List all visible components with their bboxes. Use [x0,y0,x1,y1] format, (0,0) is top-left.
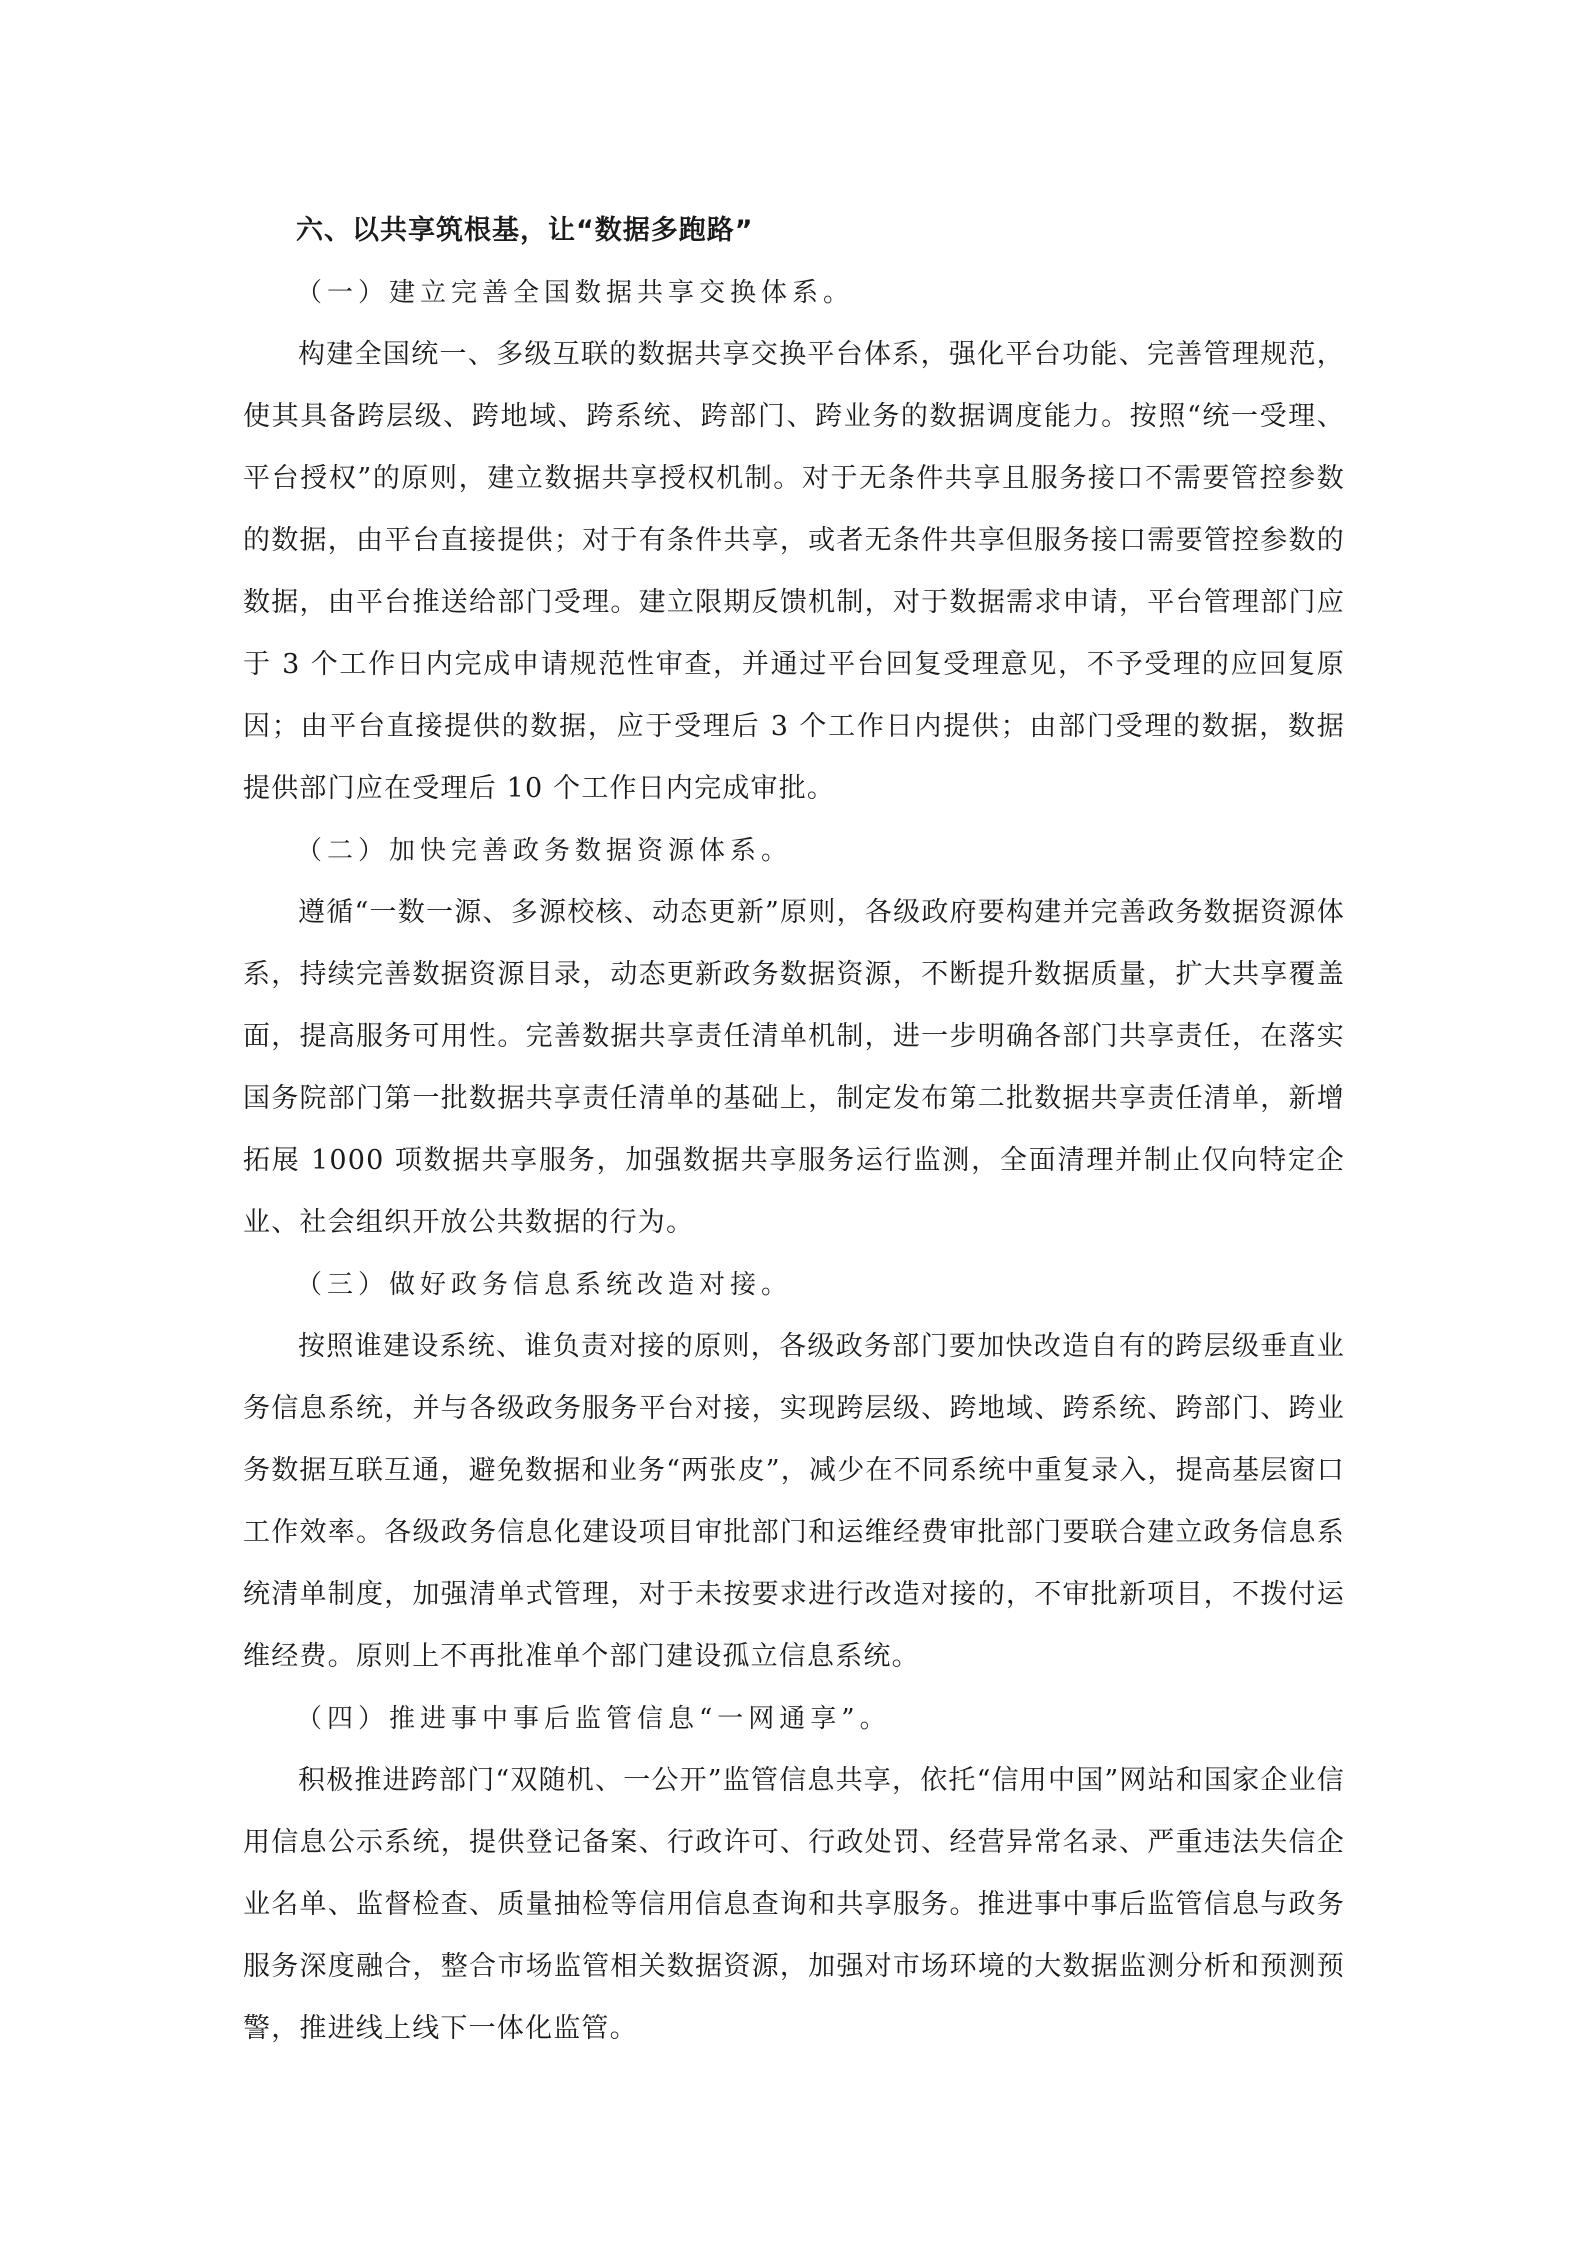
subsection-body-3: 按照谁建设系统、谁负责对接的原则，各级政务部门要加快改造自有的跨层级垂直业务信息系统，并与各级政务服务平台对接，实现跨层级、跨地域、跨系统、跨部门、跨业务数据互联互通，避免数据和业务“两张皮”，减少在不同系统中重复录入，提高基层窗口工作效率。各级政务信息化建设项目审批部门和运维经费审批部门要联合建立政务信息系统清单制度，加强清单式管理，对于未按要求进行改造对接的，不审批新项目，不拨付运维经费。原则上不再批准单个部门建设孤立信息系统。 [243,1331,1345,1672]
subsection-body-1: 构建全国统一、多级互联的数据共享交换平台体系，强化平台功能、完善管理规范，使其具备跨层级、跨地域、跨系统、跨部门、跨业务的数据调度能力。按照“统一受理、平台授权”的原则，建立数据共享授权机制。对于无条件共享且服务接口不需要管控参数的数据，由平台直接提供；对于有条件共享，或者无条件共享但服务接口需要管控参数的数据，由平台推送给部门受理。建立限期反馈机制，对于数据需求申请，平台管理部门应于 3 个工作日内完成申请规范性审查，并通过平台回复受理意见，不予受理的应回复原因；由平台直接提供的数据，应于受理后 3 个工作日内提供；由部门受理的数据，数据提供部门应在受理后 10 个工作日内完成审批。 [243,339,1345,804]
subsection-heading-3: （三）做好政务信息系统改造对接。 [296,1270,793,1300]
subsection-heading-2: （二）加快完善政务数据资源体系。 [296,836,793,866]
subsection-heading-4: （四）推进事中事后监管信息“一网通享”。 [296,1704,891,1734]
subsection-body-2: 遵循“一数一源、多源校核、动态更新”原则，各级政府要构建并完善政务数据资源体系，持续完善数据资源目录，动态更新政务数据资源，不断提升数据质量，扩大共享覆盖面，提高服务可用性。完善数据共享责任清单机制，进一步明确各部门共享责任，在落实国务院部门第一批数据共享责任清单的基础上，制定发布第二批数据共享责任清单，新增拓展 1000 项数据共享服务，加强数据共享服务运行监测，全面清理并制止仅向特定企业、社会组织开放公共数据的行为。 [243,897,1345,1238]
subsection-heading-1: （一）建立完善全国数据共享交换体系。 [296,278,855,308]
subsection-body-4: 积极推进跨部门“双随机、一公开”监管信息共享，依托“信用中国”网站和国家企业信用信息公示系统，提供登记备案、行政许可、行政处罚、经营异常名录、严重违法失信企业名单、监督检查、质量抽检等信用信息查询和共享服务。推进事中事后监管信息与政务服务深度融合，整合市场监管相关数据资源，加强对市场环境的大数据监测分析和预测预警，推进线上线下一体化监管。 [243,1765,1346,2044]
document-page [243,200,1345,2060]
section-title: 六、以共享筑根基，让“数据多跑路” [296,215,754,246]
